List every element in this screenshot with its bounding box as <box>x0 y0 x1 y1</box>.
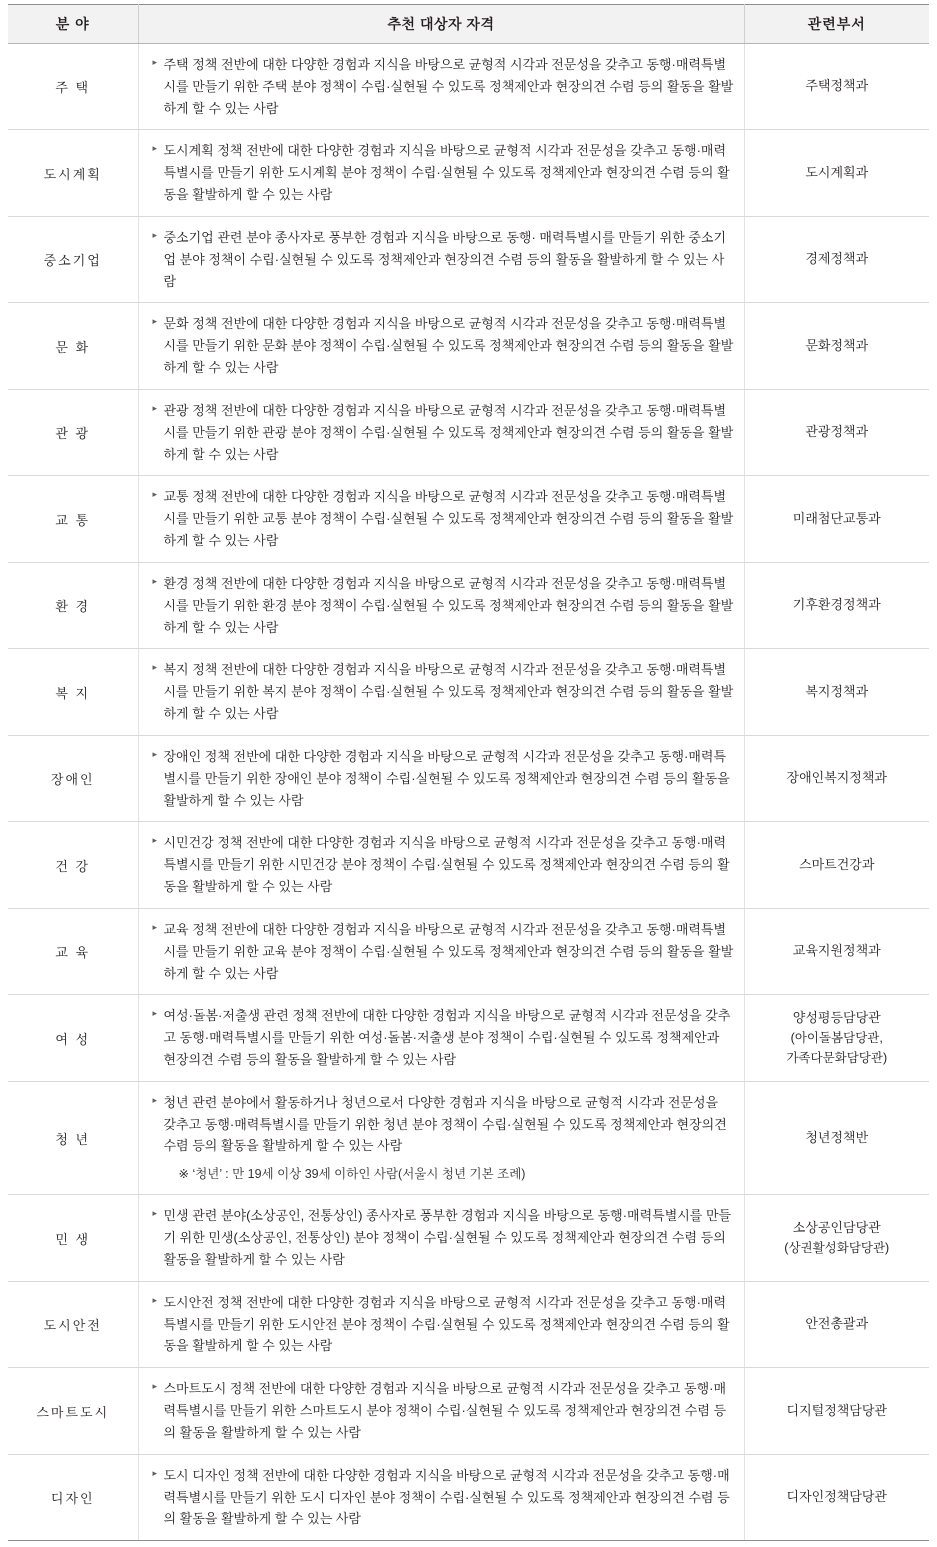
qualification-cell <box>138 908 744 994</box>
column-header-field: 분 야 <box>8 5 138 44</box>
table-header-row <box>8 5 929 44</box>
table-row <box>8 303 929 389</box>
table-row <box>8 1368 929 1454</box>
table-body <box>8 44 929 1541</box>
department-cell <box>744 908 929 994</box>
department-name: 주택정책과 <box>805 78 869 94</box>
qualification-cell <box>138 389 744 475</box>
field-cell: 복 지 <box>8 649 138 735</box>
qualification-text: ▸ 복지 정책 전반에 대한 다양한 경험과 지식을 바탕으로 균형적 시각과 전문성을 갖추고 동행·매력특별시를 만들기 위한 복지 분야 정책이 수립·실현될 수 있도록 정책제안과 현장의견 수렴 등의 활동을 활발하게 할 수 있는 사람 <box>153 659 734 724</box>
field-cell: 교 육 <box>8 908 138 994</box>
qualification-cell <box>138 1195 744 1281</box>
table-row <box>8 476 929 562</box>
table-row <box>8 44 929 130</box>
qualification-note: ※ ‘청년’ : 만 19세 이상 39세 이하인 사람(서울시 청년 기본 조례) <box>178 1167 526 1182</box>
qualification-text: ▸ 도시안전 정책 전반에 대한 다양한 경험과 지식을 바탕으로 균형적 시각과 전문성을 갖추고 동행·매력특별시를 만들기 위한 도시안전 분야 정책이 수립·실현될 수 있도록 정책제안과 현장의견 수렴 등의 활동을 활발하게 할 수 있는 사람 <box>153 1292 734 1357</box>
department-name: 기후환경정책과 <box>792 597 881 613</box>
qualification-text: ▸ 교통 정책 전반에 대한 다양한 경험과 지식을 바탕으로 균형적 시각과 전문성을 갖추고 동행·매력특별시를 만들기 위한 교통 분야 정책이 수립·실현될 수 있도록 정책제안과 현장의견 수렴 등의 활동을 활발하게 할 수 있는 사람 <box>153 486 734 551</box>
department-name: 장애인복지정책과 <box>786 770 887 786</box>
department-name: 양성평등담당관 <box>792 1009 881 1025</box>
department-name: 도시계획과 <box>805 164 869 180</box>
qualification-text: ▸ 스마트도시 정책 전반에 대한 다양한 경험과 지식을 바탕으로 균형적 시각과 전문성을 갖추고 동행·매력특별시를 만들기 위한 스마트도시 분야 정책이 수립·실현될 수 있도록 정책제안과 현장의견 수렴 등의 활동을 활발하게 할 수 있는 사람 <box>153 1378 734 1443</box>
qualification-text: ▸ 도시계획 정책 전반에 대한 다양한 경험과 지식을 바탕으로 균형적 시각과 전문성을 갖추고 동행·매력특별시를 만들기 위한 도시계획 분야 정책이 수립·실현될 수 있도록 정책제안과 현장의견 수렴 등의 활동을 활발하게 할 수 있는 사람 <box>153 140 734 205</box>
department-cell <box>744 735 929 821</box>
department-name: 소상공인담당관 <box>792 1219 881 1235</box>
table-row <box>8 130 929 216</box>
qualification-cell <box>138 303 744 389</box>
field-cell: 환 경 <box>8 562 138 648</box>
field-cell: 청 년 <box>8 1081 138 1194</box>
field-cell: 여 성 <box>8 995 138 1081</box>
table-row <box>8 995 929 1081</box>
department-cell <box>744 303 929 389</box>
qualification-text: ▸ 관광 정책 전반에 대한 다양한 경험과 지식을 바탕으로 균형적 시각과 전문성을 갖추고 동행·매력특별시를 만들기 위한 관광 분야 정책이 수립·실현될 수 있도록 정책제안과 현장의견 수렴 등의 활동을 활발하게 할 수 있는 사람 <box>153 400 734 465</box>
department-name: 경제정책과 <box>805 251 869 267</box>
department-cell <box>744 216 929 302</box>
table-row <box>8 216 929 302</box>
qualification-cell <box>138 1081 744 1194</box>
department-name: 디지털정책담당관 <box>786 1402 887 1418</box>
qualification-text: ▸ 여성·돌봄·저출생 관련 정책 전반에 대한 다양한 경험과 지식을 바탕으로 균형적 시각과 전문성을 갖추고 동행·매력특별시를 만들기 위한 여성·돌봄·저출생 분야 정책이 수립·실현될 수 있도록 정책제안과 현장의견 수렴 등의 활동을 활발하게 할 수 있는 사람 <box>153 1005 734 1070</box>
qualification-cell <box>138 822 744 908</box>
qualification-cell <box>138 476 744 562</box>
department-cell <box>744 995 929 1081</box>
qualification-text: ▸ 교육 정책 전반에 대한 다양한 경험과 지식을 바탕으로 균형적 시각과 전문성을 갖추고 동행·매력특별시를 만들기 위한 교육 분야 정책이 수립·실현될 수 있도록 정책제안과 현장의견 수렴 등의 활동을 활발하게 할 수 있는 사람 <box>153 919 734 984</box>
department-name: 미래첨단교통과 <box>792 510 881 526</box>
department-name: 교육지원정책과 <box>792 943 881 959</box>
table-row <box>8 822 929 908</box>
department-cell <box>744 822 929 908</box>
department-name: 청년정책반 <box>805 1129 869 1145</box>
table-row <box>8 1281 929 1367</box>
table-row <box>8 735 929 821</box>
qualification-text: ▸ 문화 정책 전반에 대한 다양한 경험과 지식을 바탕으로 균형적 시각과 전문성을 갖추고 동행·매력특별시를 만들기 위한 문화 분야 정책이 수립·실현될 수 있도록 정책제안과 현장의견 수렴 등의 활동을 활발하게 할 수 있는 사람 <box>153 313 734 378</box>
qualification-cell <box>138 1368 744 1454</box>
department-cell <box>744 1368 929 1454</box>
qualification-cell <box>138 216 744 302</box>
qualification-cell <box>138 1454 744 1540</box>
qualification-text: ▸ 장애인 정책 전반에 대한 다양한 경험과 지식을 바탕으로 균형적 시각과 전문성을 갖추고 동행·매력특별시를 만들기 위한 장애인 분야 정책이 수립·실현될 수 있도록 정책제안과 현장의견 수렴 등의 활동을 활발하게 할 수 있는 사람 <box>153 746 734 811</box>
department-cell <box>744 130 929 216</box>
department-cell <box>744 649 929 735</box>
table-row <box>8 562 929 648</box>
department-cell <box>744 1081 929 1194</box>
field-cell: 교 통 <box>8 476 138 562</box>
recommendation-qualification-table <box>8 4 929 1541</box>
field-cell: 건 강 <box>8 822 138 908</box>
qualification-cell <box>138 44 744 130</box>
qualification-text: ▸ 민생 관련 분야(소상공인, 전통상인) 종사자로 풍부한 경험과 지식을 바탕으로 동행·매력특별시를 만들기 위한 민생(소상공인, 전통상인) 분야 정책이 수립·실현될 수 있도록 정책제안과 현장의견 수렴 등의 활동을 활발하게 할 수 있는 사람 <box>153 1205 734 1270</box>
qualification-text: ▸ 청년 관련 분야에서 활동하거나 청년으로서 다양한 경험과 지식을 바탕으로 균형적 시각과 전문성을 갖추고 동행·매력특별시를 만들기 위한 청년 분야 정책이 수립·실현될 수 있도록 정책제안과 현장의견 수렴 등의 활동을 활발하게 할 수 있는 사람 <box>153 1092 734 1157</box>
field-cell: 관 광 <box>8 389 138 475</box>
department-cell <box>744 44 929 130</box>
department-cell <box>744 1195 929 1281</box>
department-name: 디자인정책담당관 <box>786 1489 887 1505</box>
table-row <box>8 389 929 475</box>
field-cell: 중소기업 <box>8 216 138 302</box>
department-sub-name: 가족다문화담당관) <box>786 1051 888 1066</box>
table-row <box>8 1195 929 1281</box>
department-sub-name: (상권활성화담당관) <box>784 1241 890 1256</box>
department-cell <box>744 1454 929 1540</box>
table-row <box>8 1081 929 1194</box>
qualification-cell <box>138 735 744 821</box>
department-cell <box>744 562 929 648</box>
table-row <box>8 649 929 735</box>
department-cell <box>744 389 929 475</box>
department-name: 안전총괄과 <box>805 1316 869 1332</box>
department-cell <box>744 1281 929 1367</box>
qualification-cell <box>138 1281 744 1367</box>
field-cell: 스마트도시 <box>8 1368 138 1454</box>
field-cell: 디자인 <box>8 1454 138 1540</box>
field-cell: 민 생 <box>8 1195 138 1281</box>
field-cell: 주 택 <box>8 44 138 130</box>
qualification-cell <box>138 649 744 735</box>
table-row <box>8 1454 929 1540</box>
qualification-text: ▸ 주택 정책 전반에 대한 다양한 경험과 지식을 바탕으로 균형적 시각과 전문성을 갖추고 동행·매력특별시를 만들기 위한 주택 분야 정책이 수립·실현될 수 있도록 정책제안과 현장의견 수렴 등의 활동을 활발하게 할 수 있는 사람 <box>153 54 734 119</box>
qualification-text: ▸ 도시 디자인 정책 전반에 대한 다양한 경험과 지식을 바탕으로 균형적 시각과 전문성을 갖추고 동행·매력특별시를 만들기 위한 도시 디자인 분야 정책이 수립·실현될 수 있도록 정책제안과 현장의견 수렴 등의 활동을 활발하게 할 수 있는 사람 <box>153 1465 734 1530</box>
department-name: 스마트건강과 <box>799 856 875 872</box>
department-name: 복지정책과 <box>805 683 869 699</box>
field-cell: 도시계획 <box>8 130 138 216</box>
field-cell: 문 화 <box>8 303 138 389</box>
qualification-text: ▸ 시민건강 정책 전반에 대한 다양한 경험과 지식을 바탕으로 균형적 시각과 전문성을 갖추고 동행·매력특별시를 만들기 위한 시민건강 분야 정책이 수립·실현될 수 있도록 정책제안과 현장의견 수렴 등의 활동을 활발하게 할 수 있는 사람 <box>153 832 734 897</box>
qualification-cell <box>138 562 744 648</box>
column-header-department: 관련부서 <box>744 5 929 44</box>
qualification-text: ▸ 환경 정책 전반에 대한 다양한 경험과 지식을 바탕으로 균형적 시각과 전문성을 갖추고 동행·매력특별시를 만들기 위한 환경 분야 정책이 수립·실현될 수 있도록 정책제안과 현장의견 수렴 등의 활동을 활발하게 할 수 있는 사람 <box>153 573 734 638</box>
department-name: 관광정책과 <box>805 424 869 440</box>
qualification-cell <box>138 130 744 216</box>
column-header-qualification: 추천 대상자 자격 <box>138 5 744 44</box>
department-sub-name: (아이돌봄담당관, <box>790 1031 883 1046</box>
table-row <box>8 908 929 994</box>
qualification-text: ▸ 중소기업 관련 분야 종사자로 풍부한 경험과 지식을 바탕으로 동행· 매력특별시를 만들기 위한 중소기업 분야 정책이 수립·실현될 수 있도록 정책제안과 현장의견 수렴 등의 활동을 활발하게 할 수 있는 사람 <box>153 227 734 292</box>
field-cell: 장애인 <box>8 735 138 821</box>
field-cell: 도시안전 <box>8 1281 138 1367</box>
department-cell <box>744 476 929 562</box>
table-header <box>8 5 929 44</box>
qualification-cell <box>138 995 744 1081</box>
department-name: 문화정책과 <box>805 337 869 353</box>
